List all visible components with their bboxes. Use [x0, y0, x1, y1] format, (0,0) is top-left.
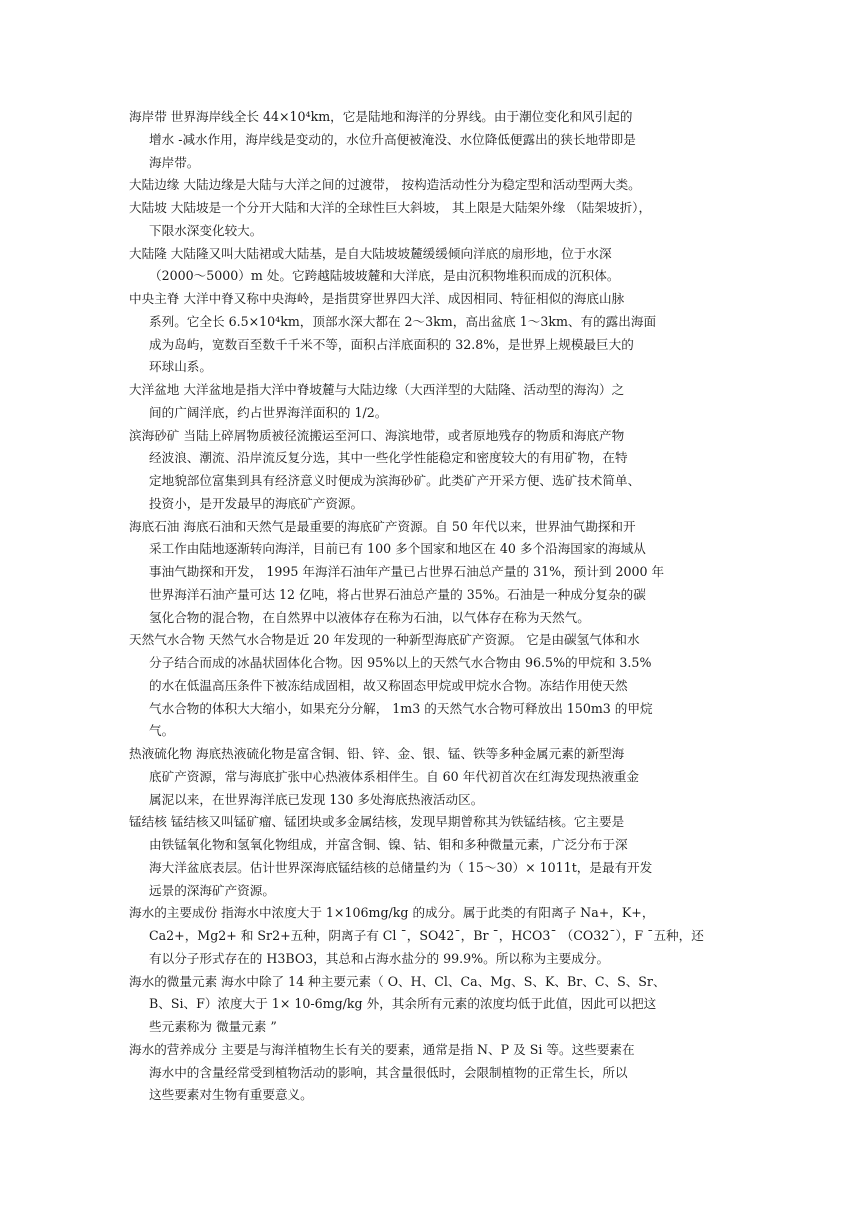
- text-line: 海岸带 世界海岸线全长 44×10⁴km，它是陆地和海洋的分界线。由于潮位变化和风引起的: [129, 109, 633, 124]
- text-line: 定地貌部位富集到具有经济意义时便成为滨海砂矿。此类矿产开采方便、选矿技术简单、: [149, 473, 641, 488]
- text-line: 海大洋盆底表层。估计世界深海底锰结核的总储量约为（ 15～30）× 1011t，是最有开发: [149, 859, 653, 875]
- text-line: 远景的深海矿产资源。: [149, 882, 275, 898]
- text-line: B、Si、F）浓度大于 1× 10-6mg/kg 外，其余所有元素的浓度均低于此值，因此可以把这: [149, 996, 657, 1012]
- text-line: 大洋盆地 大洋盆地是指大洋中脊坡麓与大陆边缘（大西洋型的大陆隆、活动型的海沟）之: [129, 382, 625, 397]
- text-line: 底矿产资源，常与海底扩张中心热液体系相伴生。自 60 年代初首次在红海发现热液重金: [149, 768, 640, 784]
- text-line: 成为岛屿，宽数百至数千千米不等，面积占洋底面积的 32.8%，是世界上规模最巨大的: [149, 336, 634, 352]
- text-line: 海水的主要成份 指海水中浓度大于 1×106mg/kg 的成分。属于此类的有阳离子 Na+，K+，: [129, 905, 655, 921]
- document-body: [129, 106, 749, 1107]
- text-line: 海水中的含量经常受到植物活动的影响，其含量很低时，会限制植物的正常生长，所以: [149, 1064, 628, 1080]
- text-line: 下限水深变化较大。: [149, 222, 263, 238]
- text-line: 大陆边缘 大陆边缘是大陆与大洋之间的过渡带， 按构造活动性分为稳定型和活动型两大类。: [129, 177, 641, 193]
- text-line: 滨海砂矿 当陆上碎屑物质被径流搬运至河口、海滨地带，或者原地残存的物质和海底产物: [129, 427, 625, 443]
- text-line: 分子结合而成的冰晶状固体化合物。因 95%以上的天然气水合物由 96.5%的甲烷和 3.5%: [149, 655, 652, 670]
- text-line: 海岸带。: [149, 154, 200, 170]
- text-line: 间的广阔洋底，约占世界海洋面积的 1/2。: [149, 404, 388, 420]
- text-line: 大陆隆 大陆隆又叫大陆裙或大陆基，是自大陆坡坡麓缓缓倾向洋底的扇形地，位于水深: [129, 245, 612, 261]
- text-line: 增水 -减水作用，海岸线是变动的，水位升高便被淹没、水位降低便露出的狭长地带即是: [149, 131, 636, 147]
- text-line: 系列。它全长 6.5×10⁴km，顶部水深大都在 2～3km，高出盆底 1～3km、有的露出海面: [149, 313, 657, 329]
- text-line: 事油气勘探和开发， 1995 年海洋石油年产量已占世界石油总产量的 31%，预计到 2000 年: [149, 564, 665, 579]
- text-line: 的水在低温高压条件下被冻结成固相，故又称固态甲烷或甲烷水合物。冻结作用使天然: [149, 677, 628, 693]
- text-line: 海水的微量元素 海水中除了 14 种主要元素（ O、H、Cl、Ca、Mg、S、K、Br、C、S、Sr、: [129, 973, 666, 989]
- text-line: （2000～5000）m 处。它跨越陆坡坡麓和大洋底，是由沉积物堆积而成的沉积体。: [149, 268, 620, 284]
- text-line: 气。: [149, 723, 175, 739]
- text-line: 属泥以来，在世界海洋底已发现 130 多处海底热液活动区。: [149, 791, 484, 807]
- text-line: 天然气水合物 天然气水合物是近 20 年发现的一种新型海底矿产资源。 它是由碳氢气体和水: [129, 632, 640, 648]
- text-line: 经波浪、潮流、沿岸流反复分选，其中一些化学性能稳定和密度较大的有用矿物，在特: [149, 450, 628, 466]
- text-line: 海水的营养成分 主要是与海洋植物生长有关的要素，通常是指 N、P 及 Si 等。这些要素在: [129, 1041, 635, 1057]
- text-line: 世界海洋石油产量可达 12 亿吨，将占世界石油总产量的 35%。石油是一种成分复杂的碳: [149, 586, 646, 602]
- text-line: 大陆坡 大陆坡是一个分开大陆和大洋的全球性巨大斜坡， 其上限是大陆架外缘 （陆架坡折），: [129, 200, 652, 215]
- text-line: 投资小，是开发最早的海底矿产资源。: [149, 495, 364, 511]
- text-line: 有以分子形式存在的 H3BO3，其总和占海水盐分的 99.9%。所以称为主要成分。: [149, 950, 610, 966]
- text-line: 些元素称为 微量元素 ”: [149, 1019, 277, 1034]
- text-line: 气水合物的体积大大缩小，如果充分分解， 1m3 的天然气水合物可释放出 150m3 的甲烷: [149, 700, 653, 716]
- text-line: 环球山系。: [149, 359, 212, 375]
- text-line: 海底石油 海底石油和天然气是最重要的海底矿产资源。自 50 年代以来，世界油气勘探和开: [129, 518, 636, 534]
- text-line: Ca2+，Mg2+ 和 Sr2+五种，阴离子有 Cl ˉ，SO42ˉ，Br ˉ，HCO3ˉ （CO32ˉ），F ˉ五种，还: [149, 928, 704, 943]
- text-line: 这些要素对生物有重要意义。: [149, 1087, 313, 1103]
- text-line: 氢化合物的混合物，在自然界中以液体存在称为石油，以气体存在称为天然气。: [149, 609, 590, 625]
- text-line: 锰结核 锰结核又叫锰矿瘤、锰团块或多金属结核，发现早期曾称其为铁锰结核。它主要是: [129, 814, 625, 830]
- text-line: 中央主脊 大洋中脊又称中央海岭，是指贯穿世界四大洋、成因相同、特征相似的海底山脉: [129, 291, 625, 306]
- text-line: 由铁锰氧化物和氢氧化物组成，并富含铜、镍、钴、钼和多种微量元素，广泛分布于深: [149, 837, 628, 852]
- text-line: 采工作由陆地逐渐转向海洋，目前已有 100 多个国家和地区在 40 多个沿海国家的海域从: [149, 541, 646, 557]
- text-line: 热液硫化物 海底热液硫化物是富含铜、铅、锌、金、银、锰、铁等多种金属元素的新型海: [129, 746, 625, 761]
